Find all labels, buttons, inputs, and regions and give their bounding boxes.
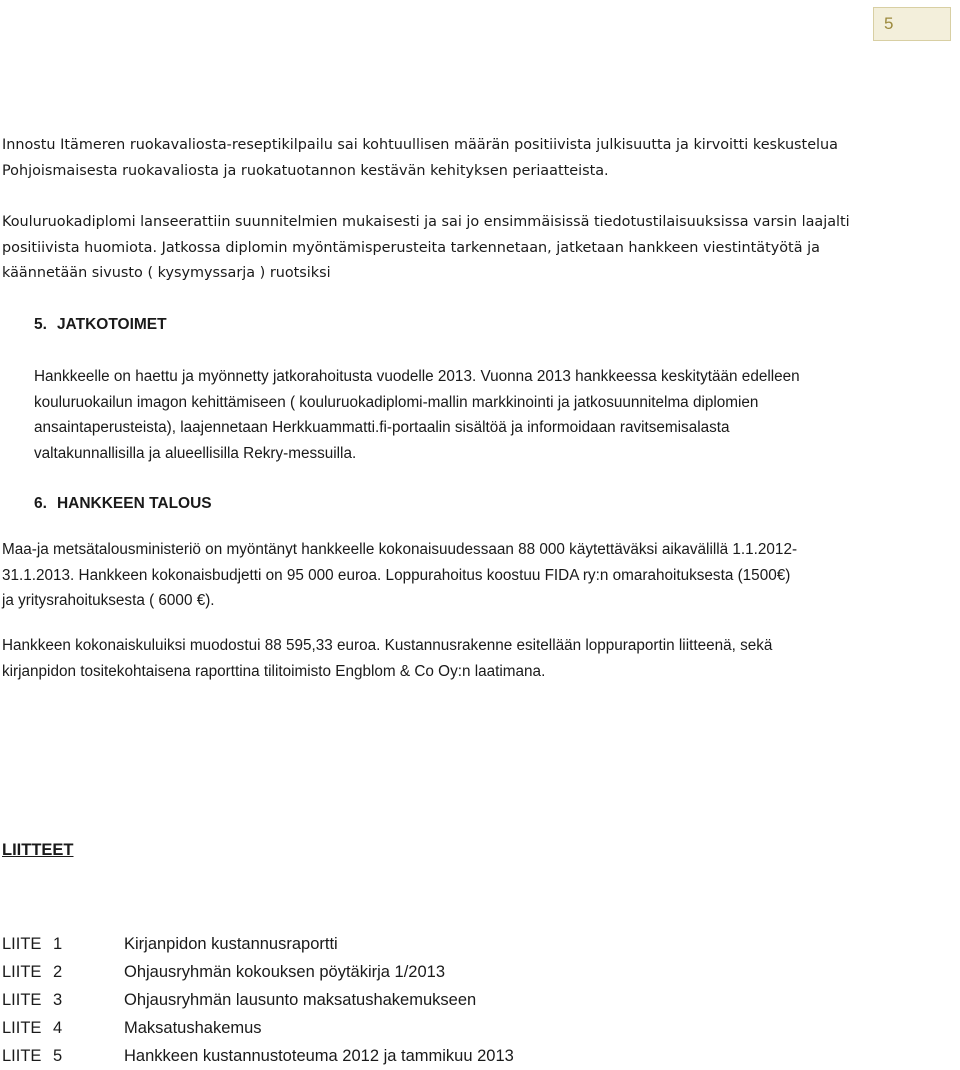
text-line: ansaintaperusteista), laajennetaan Herkkuammatti.fi-portaalin sisältöä ja informoidaan ravitsemisalasta: [34, 419, 730, 436]
attachment-title: Kirjanpidon kustannusraportti: [124, 935, 338, 953]
attachment-title: Maksatushakemus: [124, 1019, 262, 1037]
attachment-label: LIITE: [2, 1047, 42, 1065]
text-line: Kouluruokadiplomi lanseerattiin suunnitelmien mukaisesti ja sai jo ensimmäisissä tiedotustilaisuuksissa varsin laajalti: [2, 214, 850, 230]
attachment-item: [2, 1042, 702, 1070]
attachment-title: Ohjausryhmän lausunto maksatushakemukseen: [124, 991, 477, 1009]
text-line: valtakunnallisilla ja alueellisilla Rekry-messuilla.: [34, 444, 357, 462]
attachment-item: [2, 1014, 702, 1042]
section-6-paragraph-funding: [2, 537, 942, 614]
section-number: 5.: [34, 316, 47, 333]
page-number: 5: [884, 14, 894, 33]
attachment-number: 2: [53, 963, 63, 981]
attachment-number: 5: [53, 1047, 63, 1065]
text-line: käännetään sivusto ( kysymyssarja ) ruotsiksi: [2, 265, 331, 281]
text-line: positiivista huomiota. Jatkossa diplomin myöntämisperusteita tarkennetaan, jatketaan hankkeen viestintätyötä ja: [2, 239, 820, 256]
attachment-label: LIITE: [2, 963, 42, 981]
text-line: 31.1.2013. Hankkeen kokonaisbudjetti on 95 000 euroa. Loppurahoitus koostuu FIDA ry:n omarahoituksesta (1500€): [2, 566, 791, 584]
attachment-label: LIITE: [2, 1019, 42, 1037]
paragraph-kouluruokadiplomi: [2, 210, 942, 287]
attachment-number: 4: [53, 1019, 63, 1037]
section-number: 6.: [34, 495, 47, 512]
attachment-number: 1: [53, 935, 63, 953]
section-5-heading: [34, 315, 167, 335]
text-line: Pohjoismaisesta ruokavaliosta ja ruokatuotannon kestävän kehityksen periaatteista.: [2, 162, 609, 179]
attachment-item: [2, 986, 702, 1014]
text-line: kirjanpidon tositekohtaisena raporttina tilitoimisto Engblom & Co Oy:n laatimana.: [2, 662, 546, 680]
attachment-label: LIITE: [2, 935, 42, 953]
section-6-heading: [34, 494, 212, 514]
attachments-list: [2, 930, 702, 1070]
section-title: JATKOTOIMET: [56, 316, 167, 333]
text-line: ja yritysrahoituksesta ( 6000 €).: [2, 592, 215, 609]
paragraph-innostu: [2, 133, 942, 184]
attachment-item: [2, 930, 702, 958]
attachment-title: Ohjausryhmän kokouksen pöytäkirja 1/2013: [124, 963, 446, 981]
text-line: kouluruokailun imagon kehittämiseen ( kouluruokadiplomi-mallin markkinointi ja jatkosuunnitelma diplomien: [34, 393, 759, 411]
attachment-title: Hankkeen kustannustoteuma 2012 ja tammikuu 2013: [124, 1047, 514, 1065]
text-line: Maa-ja metsätalousministeriö on myöntänyt hankkeelle kokonaisuudessaan 88 000 käytettäväksi aikavälillä 1.1.2012-: [2, 541, 798, 558]
attachment-item: [2, 958, 702, 986]
section-5-text: [34, 364, 960, 466]
page-number-badge: [873, 7, 951, 41]
attachments-heading: LIITTEET: [2, 841, 74, 859]
attachment-number: 3: [53, 991, 63, 1009]
text-line: Hankkeelle on haettu ja myönnetty jatkorahoitusta vuodelle 2013. Vuonna 2013 hankkeessa keskitytään edelleen: [34, 368, 800, 385]
section-title: HANKKEEN TALOUS: [56, 495, 212, 512]
section-6-paragraph-costs: [2, 633, 942, 684]
text-line: Innostu Itämeren ruokavaliosta-reseptikilpailu sai kohtuullisen määrän positiivista julkisuutta ja kirvoitti keskustelua: [2, 137, 838, 153]
text-line: Hankkeen kokonaiskuluiksi muodostui 88 595,33 euroa. Kustannusrakenne esitellään loppuraportin liitteenä, sekä: [2, 637, 773, 654]
attachment-label: LIITE: [2, 991, 42, 1009]
